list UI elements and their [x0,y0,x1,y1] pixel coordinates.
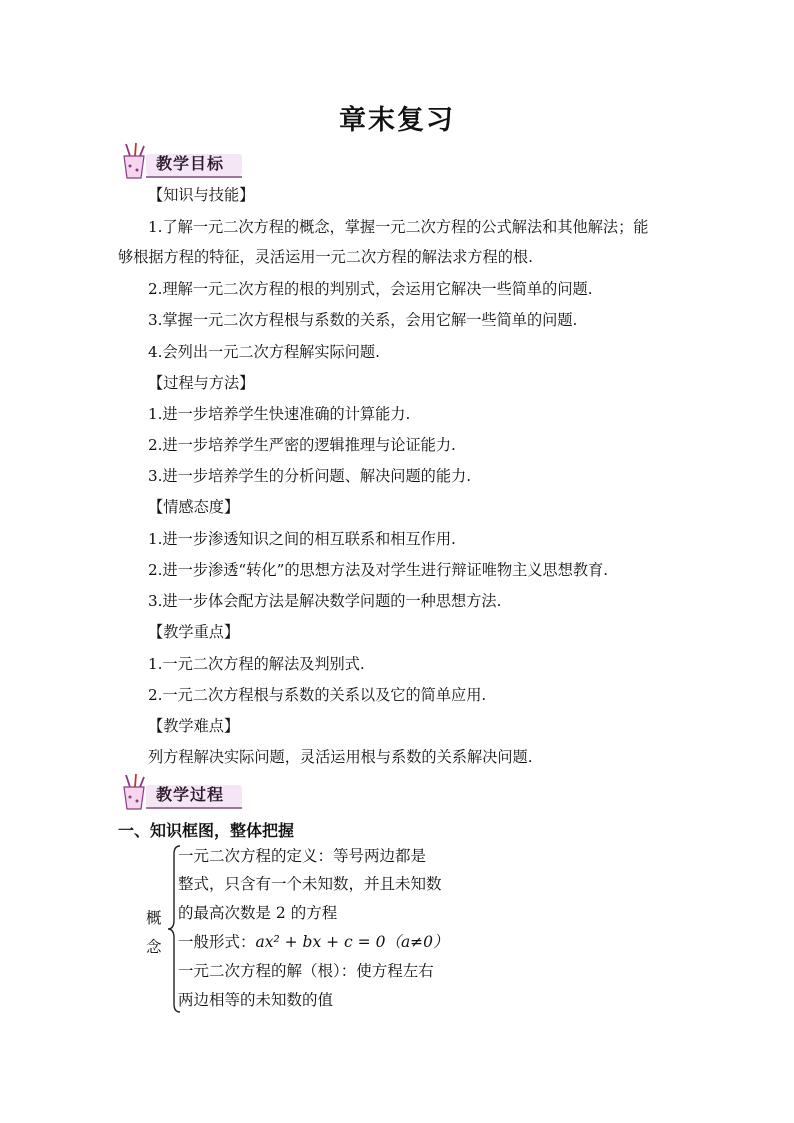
process-method-item-1: 1.进一步培养学生快速准确的计算能力. [148,405,411,423]
knowledge-item-1-line-1: 1.了解一元二次方程的概念，掌握一元二次方程的公式解法和其他解法；能 [148,218,649,236]
knowledge-item-2: 2.理解一元二次方程的根的判别式，会运用它解决一些简单的问题. [148,280,593,298]
general-form-formula: ax² + bx + c = 0（a≠0） [255,933,449,951]
framework-general-form [178,932,449,952]
difficulty-item-1: 列方程解决实际问题，灵活运用根与系数的关系解决问题. [148,748,533,766]
framework-definition-line-1: 一元二次方程的定义：等号两边都是 [178,847,427,865]
framework-definition-line-2: 整式，只含有一个未知数，并且未知数 [178,875,442,893]
badge-label-goals: 教学目标 [156,154,225,173]
page-title: 章末复习 [339,105,455,136]
emotion-header: 【情感态度】 [148,498,240,516]
keypoints-item-2: 2.一元二次方程根与系数的关系以及它的简单应用. [148,686,487,704]
difficulty-header: 【教学难点】 [148,717,240,735]
keypoints-header: 【教学重点】 [148,623,240,641]
keypoints-item-1: 1.一元二次方程的解法及判别式. [148,655,365,673]
knowledge-item-4: 4.会列出一元二次方程解实际问题. [148,343,380,361]
section-1-title: 一、知识框图，整体把握 [118,821,295,840]
badge-label-process: 教学过程 [156,785,225,804]
process-method-header: 【过程与方法】 [148,374,255,392]
framework-side-label-2: 念 [146,938,162,956]
knowledge-header: 【知识与技能】 [148,186,255,204]
process-method-item-2: 2.进一步培养学生严密的逻辑推理与论证能力. [148,436,456,454]
knowledge-framework [146,842,466,1017]
framework-solution-line-2: 两边相等的未知数的值 [178,991,334,1009]
general-form-prefix: 一般形式： [178,933,256,951]
emotion-item-3: 3.进一步体会配方法是解决数学问题的一种思想方法. [148,592,502,610]
framework-solution-line-1: 一元二次方程的解（根）：使方程左右 [178,962,434,980]
section-badge-goals [116,142,246,182]
knowledge-item-3: 3.掌握一元二次方程根与系数的关系，会用它解一些简单的问题. [148,311,578,329]
section-badge-process [116,773,246,813]
framework-side-label-1: 概 [146,909,162,927]
knowledge-item-1-line-2: 够根据方程的特征，灵活运用一元二次方程的解法求方程的根. [118,248,533,266]
process-method-item-3: 3.进一步培养学生的分析问题、解决问题的能力. [148,467,472,485]
emotion-item-1: 1.进一步渗透知识之间的相互联系和相互作用. [148,530,456,548]
framework-definition-line-3: 的最高次数是 2 的方程 [178,904,338,922]
emotion-item-2: 2.进一步渗透“转化”的思想方法及对学生进行辩证唯物主义思想教育. [148,561,609,579]
